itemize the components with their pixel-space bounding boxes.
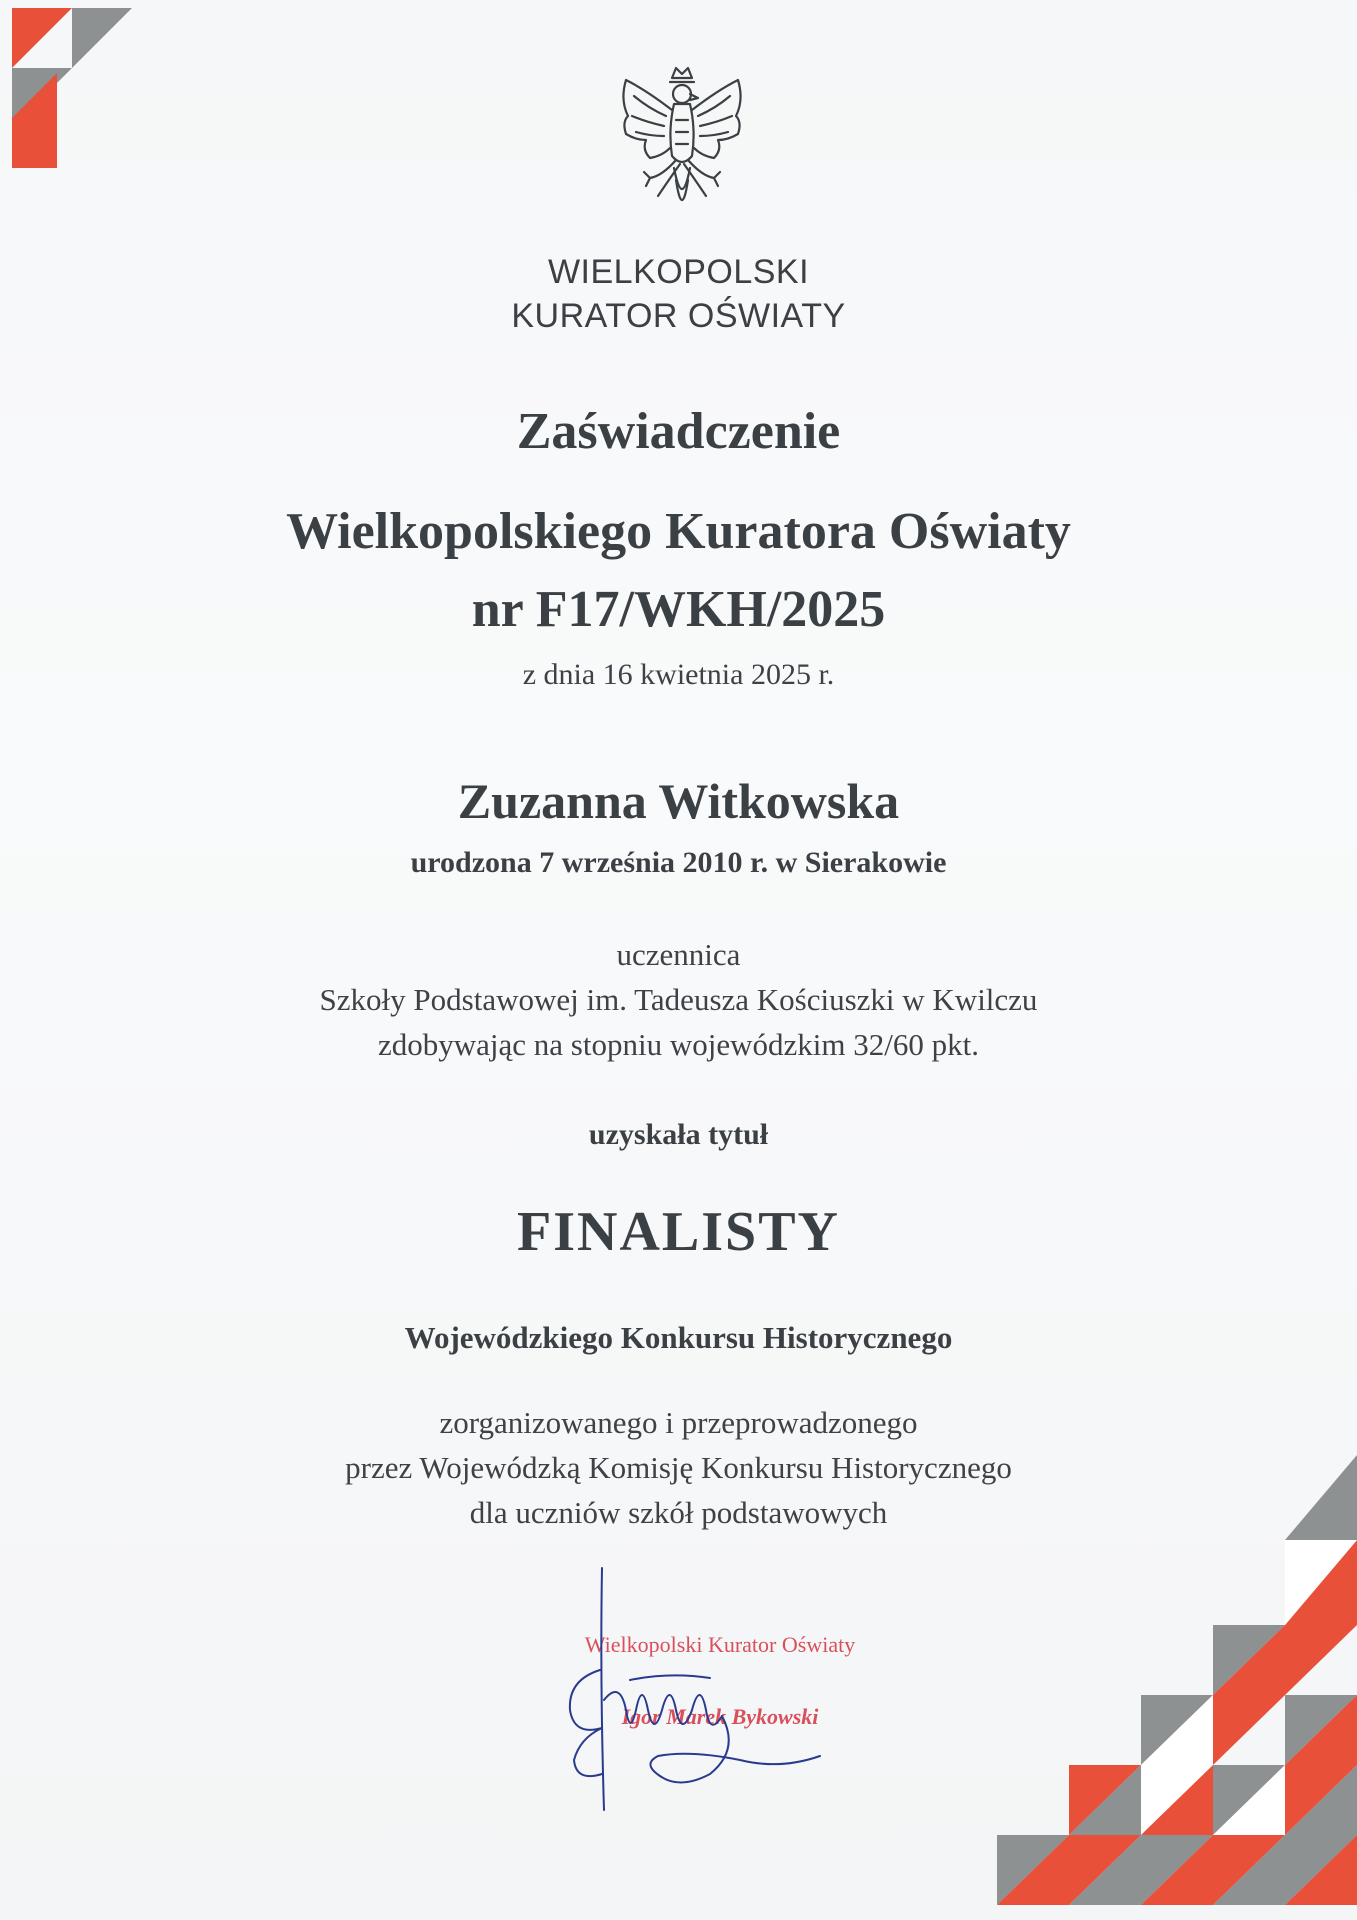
corner-decoration-bottom-right [965,1455,1357,1920]
issuing-authority [0,250,1357,338]
recipient-school: Szkoły Podstawowej im. Tadeusza Kościuszki w Kwilczu [319,982,1038,1017]
authority-line-1: WIELKOPOLSKI [547,253,810,291]
recipient-role: uczennica [616,937,741,972]
certificate-number: nr F17/WKH/2025 [471,581,886,638]
contest-name: Wojewódzkiego Konkursu Historycznego [404,1320,953,1355]
award-intro: uzyskała tytuł [588,1118,769,1151]
certificate-subtitle: Wielkopolskiego Kuratora Oświaty [286,503,1071,560]
corner-decoration-top-left [12,8,132,178]
recipient-birth: urodzona 7 września 2010 r. w Sierakowie [410,846,947,879]
handwritten-signature [530,1560,860,1820]
stamp-title: Wielkopolski Kurator Oświaty [584,1632,856,1657]
certificate-title: Zaświadczenie [516,403,841,460]
stamp-name: Igor Marek Bykowski [621,1704,819,1729]
organizer-line-1: zorganizowanego i przeprowadzonego [439,1405,918,1440]
recipient-details [0,932,1357,1067]
polish-eagle-emblem-icon [606,60,758,232]
organizer-line-2: przez Wojewódzką Komisję Konkursu Historycznego [345,1450,1012,1485]
authority-line-2: KURATOR OŚWIATY [511,297,846,335]
award-title: FINALISTY [517,1201,840,1263]
recipient-name: Zuzanna Witkowska [457,773,900,829]
recipient-score: zdobywając na stopniu wojewódzkim 32/60 pkt. [378,1027,979,1062]
organizer-line-3: dla uczniów szkół podstawowych [469,1495,888,1530]
certificate-date: z dnia 16 kwietnia 2025 r. [522,658,835,691]
